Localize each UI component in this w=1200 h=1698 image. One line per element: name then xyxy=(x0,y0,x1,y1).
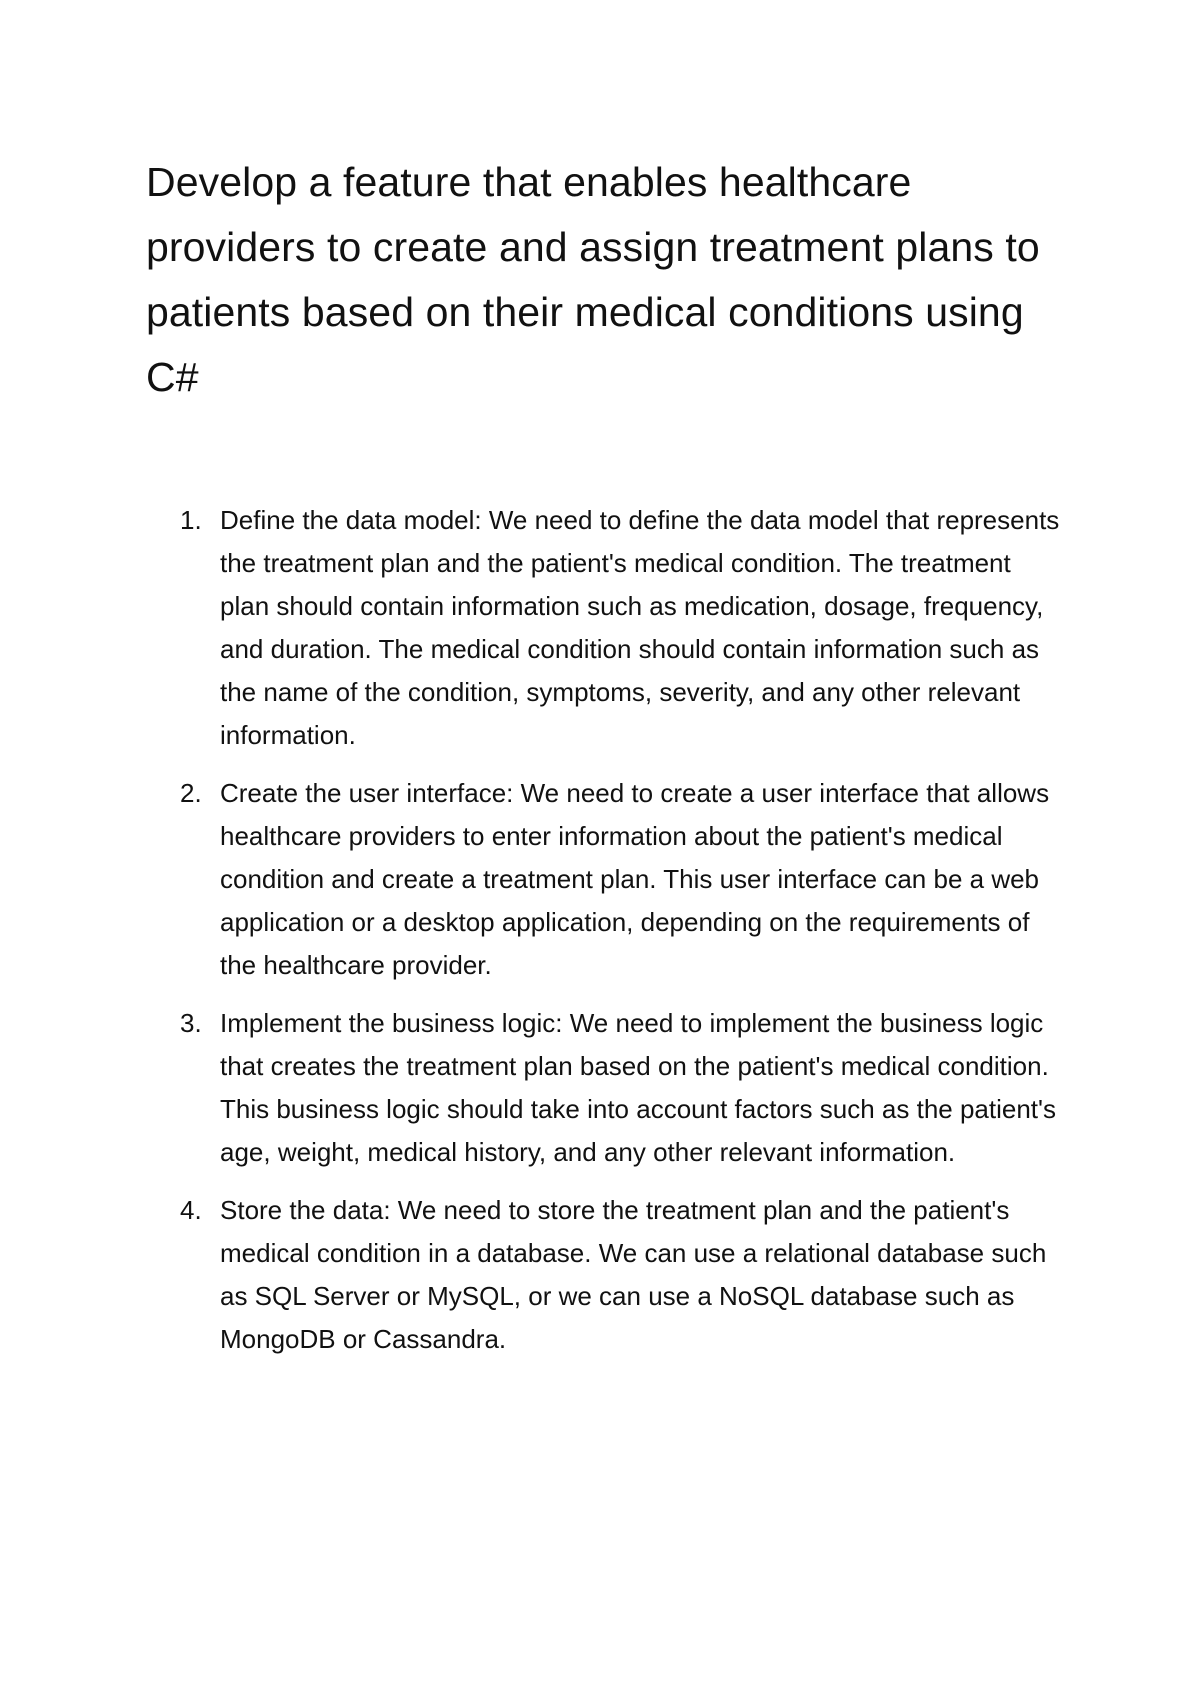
step-text: Store the data: We need to store the treatment plan and the patient's medical condition in a database. We can use a relational database such as SQL Server or MySQL, or we can use a NoSQL database such as MongoDB or Cassandra. xyxy=(220,1195,1047,1354)
step-number: 1. xyxy=(180,505,202,535)
step-number: 2. xyxy=(180,778,202,808)
step-item-2 xyxy=(180,772,1060,987)
step-text: Define the data model: We need to define the data model that represents the treatment plan and the patient's medical condition. The treatment plan should contain information such as medication, dosage, frequency, and duration. The medical condition should contain information such as the name of the condition, symptoms, severity, and any other relevant information. xyxy=(220,505,1060,750)
step-item-1 xyxy=(180,499,1060,757)
step-text: Implement the business logic: We need to implement the business logic that creates the treatment plan based on the patient's medical condition. This business logic should take into account factors such as the patient's age, weight, medical history, and any other relevant information. xyxy=(220,1008,1056,1167)
document-title: Develop a feature that enables healthcare providers to create and assign treatment plans to patients based on their medical conditions using C# xyxy=(146,159,1040,400)
step-text: Create the user interface: We need to create a user interface that allows healthcare providers to enter information about the patient's medical condition and create a treatment plan. This user interface can be a web application or a desktop application, depending on the requirements of the healthcare provider. xyxy=(220,778,1050,980)
step-item-3 xyxy=(180,1002,1060,1174)
steps-list xyxy=(180,499,1060,1376)
step-number: 3. xyxy=(180,1008,202,1038)
step-item-4 xyxy=(180,1189,1060,1361)
step-number: 4. xyxy=(180,1195,202,1225)
